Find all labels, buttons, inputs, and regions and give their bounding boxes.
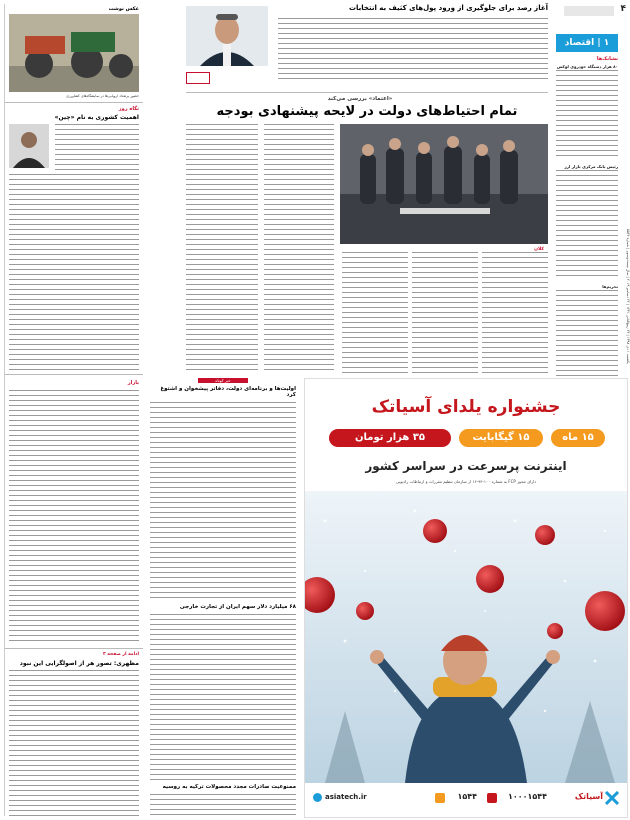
ad-footer	[305, 783, 627, 817]
left-column	[4, 4, 143, 816]
news-text	[9, 390, 139, 644]
machinery-photo-icon	[9, 14, 139, 92]
mid-title-3: ممنوعیت صادرات مجدد محصولات ترکیه به روسیه	[162, 784, 296, 790]
sidebar-item-title: ۸۰ هزار دستگاه خودروی لوکس	[556, 64, 618, 69]
mid-text-3	[150, 794, 296, 816]
section-title: ۱ | اقتصاد	[556, 34, 618, 52]
section-flag	[564, 6, 614, 16]
portrait-icon	[186, 6, 268, 66]
main-text-col-5	[186, 124, 258, 374]
opinion-text-2	[9, 174, 139, 370]
parliament-photo-icon	[340, 124, 548, 244]
badge-price: ۳۵ هزار تومان	[329, 429, 451, 447]
phone1: ۱۵۴۴	[457, 792, 477, 801]
divider	[5, 648, 143, 649]
mid-text-2	[150, 614, 296, 780]
sidebar-text-3	[556, 290, 618, 378]
page-number: ۴	[620, 4, 626, 14]
divider	[5, 374, 143, 375]
ad-badges	[327, 429, 605, 449]
main-photo	[340, 124, 548, 252]
left-photo	[9, 14, 139, 92]
divider	[5, 102, 143, 103]
photo-tag: کلان	[534, 247, 544, 252]
winter-scene-icon	[305, 491, 627, 783]
top-strip-headline: آغاز رصد برای جلوگیری از ورود پول‌های کثیف به انتخابات	[349, 4, 548, 12]
web-icon	[313, 793, 322, 802]
phone2: ۱۰۰۰۱۵۴۴	[507, 792, 547, 801]
brand-name: آسیاتک	[574, 792, 603, 801]
portrait-photo	[186, 6, 268, 66]
ad-illustration	[305, 491, 627, 783]
dateline: یکشنبه ۱ دی ۱۳۹۸ | ۲۳ ربیع‌الثانی ۱۴۴۱ | ۲۲ دسامبر ۲۰۱۹ | سال بیست‌وسوم | شماره ۵۵۳۶	[626, 229, 630, 364]
left-photo-caption: حضور پرتعداد اروپایی‌ها در نمایشگاه‌های کشاورزی	[66, 94, 139, 98]
opinion-text-1	[55, 124, 139, 170]
mid-title-2: ۶۸ میلیارد دلار سهم ایران از تجارت خارجی	[179, 604, 296, 610]
continued-tag: ادامه از صفحه ۳	[102, 652, 139, 657]
ad-title: جشنواره یلدای آسیاتک	[371, 397, 561, 417]
main-text-col-1	[482, 252, 548, 374]
sidebar-right	[554, 4, 630, 374]
main-headline: تمام احتیاط‌های دولت در لایحه پیشنهادی بودجه	[216, 104, 518, 119]
sidebar-heading: نشانک‌ها	[596, 56, 618, 62]
bottom-title: مظهری: تصور هر از اصولگرایی این نبود	[19, 660, 139, 667]
website[interactable]: asiatech.ir	[325, 793, 367, 801]
sidebar-text-2	[556, 170, 618, 280]
red-marker	[186, 72, 210, 84]
mid-text-1	[150, 402, 296, 598]
phone-icon	[435, 793, 445, 803]
asiatech-ad	[304, 378, 628, 818]
brand-logo	[563, 789, 619, 811]
short-news-tag: خبر کوتاه	[198, 378, 248, 383]
top-strip	[186, 4, 548, 93]
sidebar-item-title: رئیس بانک مرکزی بازار ارز	[564, 164, 618, 169]
badge-gigabyte: ۱۵ گیگابایت	[459, 429, 543, 447]
news-tag: بازار	[127, 380, 139, 386]
sidebar-text-1	[556, 70, 618, 160]
mid-title-1: اولیت‌ها و برنامه‌ای دولت، دفاتر پیشخوان و اشتوغ کرد	[160, 386, 296, 398]
sidebar-item-title: تحریم‌ها	[602, 284, 618, 289]
main-text-col-2	[412, 252, 478, 374]
bottom-text	[9, 670, 139, 816]
main-text-col-4	[264, 124, 334, 374]
mid-articles	[148, 378, 298, 816]
main-kicker: «اعتماد» بررسی می‌کند	[327, 96, 393, 102]
phone-icon	[487, 793, 497, 803]
ad-license: دارای مجوز FCP به شماره ۱۰۰-۹۴-۱۶ از سازمان تنظیم مقررات و ارتباطات رادیویی	[395, 479, 537, 484]
badge-months: ۱۵ ماه	[551, 429, 605, 447]
opinion-title: اهمیت کشوری به نام «چین»	[54, 114, 139, 121]
main-text-col-3	[342, 252, 408, 374]
top-strip-text	[278, 18, 548, 82]
brand-x-icon	[605, 791, 619, 805]
photo-box-title: عکس نوشت	[108, 6, 139, 12]
author-avatar	[9, 124, 49, 168]
author-photo	[9, 124, 49, 168]
opinion-tag: نگاه روز	[118, 106, 139, 112]
ad-slogan: اینترنت پرسرعت در سراسر کشور	[365, 459, 567, 473]
